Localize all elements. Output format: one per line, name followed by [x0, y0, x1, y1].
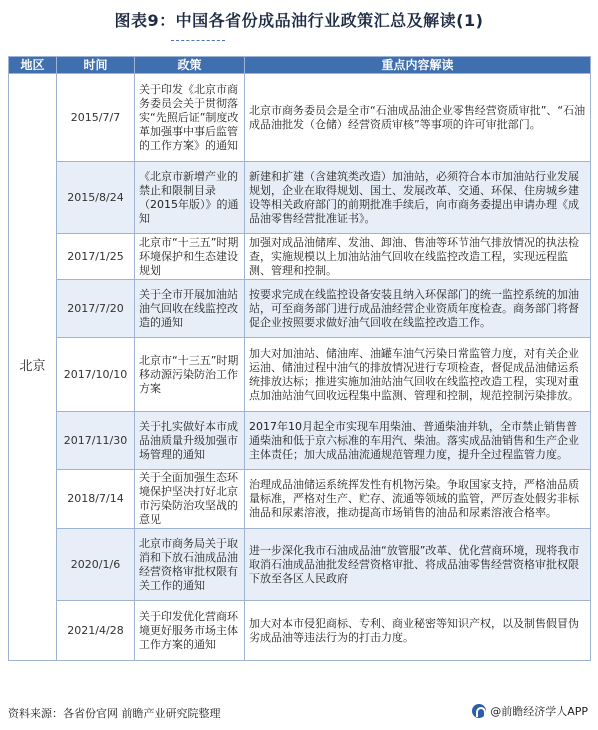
table-header-row	[9, 57, 591, 74]
table-row	[9, 162, 591, 234]
header-time: 时间	[57, 57, 135, 74]
header-region: 地区	[9, 57, 57, 74]
policy-cell: 关于扎实做好本市成品油质量升级加强市场管理的通知	[135, 412, 245, 470]
policy-table	[8, 56, 591, 661]
policy-cell: 北京市“十三五”时期移动源污染防治工作方案	[135, 338, 245, 412]
table-row	[9, 470, 591, 529]
title-underline	[171, 40, 225, 41]
content-cell: 2017年10月起全市实现车用柴油、普通柴油并轨，全市禁止销售普通柴油和低于京六标准的车用汽、柴油。落实成品油销售和生产企业主体责任；加大成品油流通规范管理力度，提升全过程监管力度。	[245, 412, 591, 470]
brand-label: @前瞻经济学人APP	[490, 705, 588, 718]
header-policy: 政策	[135, 57, 245, 74]
time-cell: 2017/7/20	[57, 280, 135, 338]
time-cell: 2021/4/28	[57, 601, 135, 661]
content-cell: 加强对成品油储库、发油、卸油、售油等环节油气排放情况的执法检查，实施规模以上加油站油气回收在线监控改造工程，实现远程监测、管理和控制。	[245, 234, 591, 280]
page-title: 图表9：中国各省份成品油行业政策汇总及解读(1)	[114, 11, 484, 30]
policy-cell: 关于全市开展加油站油气回收在线监控改造的通知	[135, 280, 245, 338]
policy-cell: 关于全面加强生态环境保护坚决打好北京市污染防治攻坚战的意见	[135, 470, 245, 529]
table-row	[9, 601, 591, 661]
content-cell: 加大对本市侵犯商标、专利、商业秘密等知识产权，以及制售假冒伪劣成品油等违法行为的打击力度。	[245, 601, 591, 661]
source-note: 资料来源：各省份官网 前瞻产业研究院整理	[8, 707, 221, 720]
time-cell: 2017/11/30	[57, 412, 135, 470]
policy-cell: 北京市“十三五”时期环境保护和生态建设规划	[135, 234, 245, 280]
table-row	[9, 74, 591, 162]
table-row	[9, 529, 591, 601]
time-cell: 2017/1/25	[57, 234, 135, 280]
policy-cell: 《北京市新增产业的禁止和限制目录（2015年版）》的通知	[135, 162, 245, 234]
table-row	[9, 338, 591, 412]
content-cell: 治理成品油储运系统挥发性有机物污染。争取国家支持，严格油品质量标准，严格对生产、贮存、流通等领域的监管，严厉查处假劣非标油品和尿素溶液，推动提高市场销售的油品和尿素溶液合格率。	[245, 470, 591, 529]
table-row	[9, 280, 591, 338]
content-cell: 进一步深化我市石油成品油“放管服”改革、优化营商环境，现将我市取消石油成品油批发经营资格审批、将成品油零售经营资格审批权限下放至各区人民政府	[245, 529, 591, 601]
header-content: 重点内容解读	[245, 57, 591, 74]
time-cell: 2017/10/10	[57, 338, 135, 412]
brand-credit	[472, 703, 588, 719]
table-row	[9, 412, 591, 470]
table-row	[9, 234, 591, 280]
content-cell: 加大对加油站、储油库、油罐车油气污染日常监管力度，对有关企业运油、储油过程中油气的排放情况进行专项检查，督促成品油储运系统排放达标；推进实施加油站油气回收在线监控改造工程，实现对重点加油站油气回收远程集中监测、管理和控制，规范控制污染排放。	[245, 338, 591, 412]
policy-cell: 北京市商务局关于取消和下放石油成品油经营资格审批权限有关工作的通知	[135, 529, 245, 601]
qianzhan-logo-icon	[472, 704, 486, 718]
policy-cell: 关于印发《北京市商务委员会关于贯彻落实“先照后证”制度改革加强事中事后监管的工作方案》的通知	[135, 74, 245, 162]
time-cell: 2015/7/7	[57, 74, 135, 162]
time-cell: 2015/8/24	[57, 162, 135, 234]
content-cell: 按要求完成在线监控设备安装且纳入环保部门的统一监控系统的加油站，可至商务部门进行成品油经营企业资质年度检查。商务部门将督促企业按照要求做好油气回收在线监控改造工作。	[245, 280, 591, 338]
policy-cell: 关于印发优化营商环境更好服务市场主体工作方案的通知	[135, 601, 245, 661]
time-cell: 2020/1/6	[57, 529, 135, 601]
content-cell: 北京市商务委员会是全市“石油成品油企业零售经营资质审批”、“石油成品油批发（仓储）经营资质审核”等事项的许可审批部门。	[245, 74, 591, 162]
time-cell: 2018/7/14	[57, 470, 135, 529]
region-cell: 北京	[9, 74, 57, 661]
content-cell: 新建和扩建（含建筑类改造）加油站，必须符合本市加油站行业发展规划，企业在取得规划、国土、发展改革、交通、环保、住房城乡建设等相关政府部门的前期批准手续后，向市商务委提出申请办理《成品油零售经营批准证书》。	[245, 162, 591, 234]
